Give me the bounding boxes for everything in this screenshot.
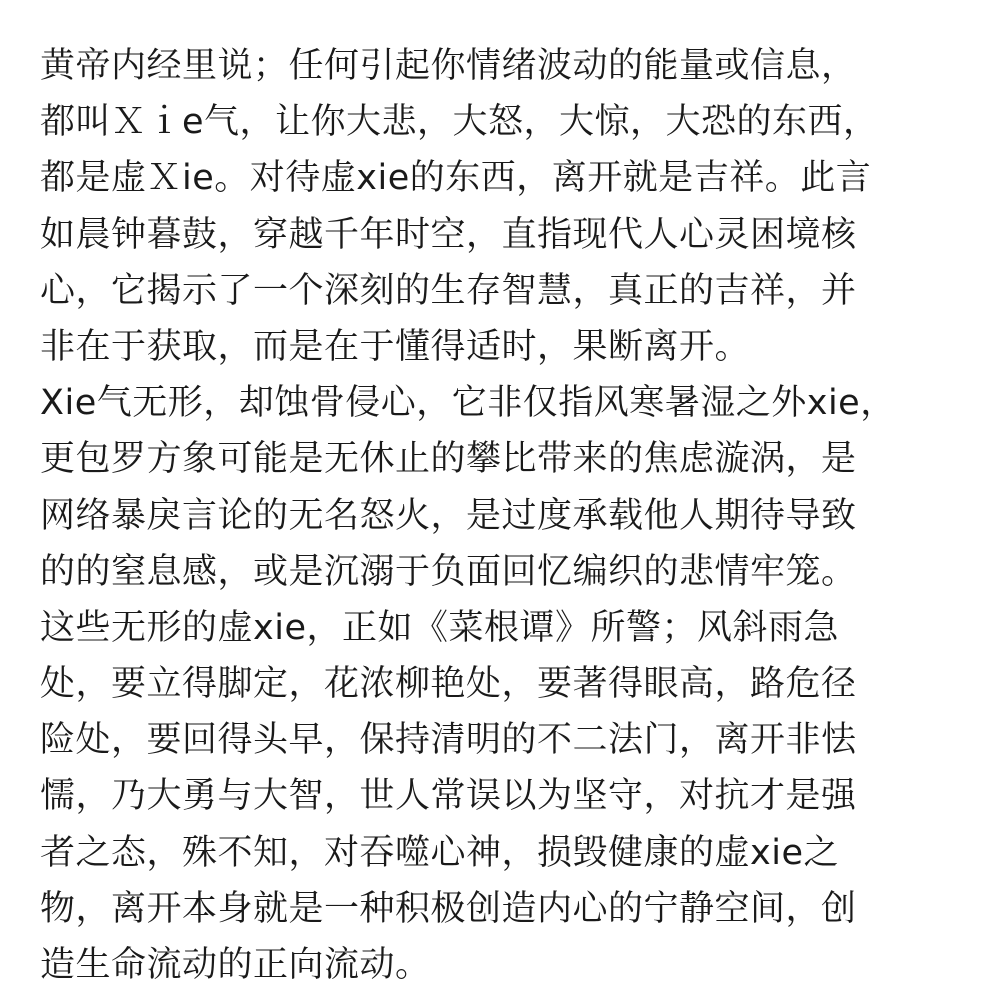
text-line: 者之态，殊不知，对吞噬心神，损毁健康的虚xie之 [40,832,839,873]
text-line: 黄帝内经里说；任何引起你情绪波动的能量或信息， [40,46,857,86]
text-line: 的的窒息感，或是沉溺于负面回忆编织的悲情牢笼。 [40,551,857,592]
text-line: 险处，要回得头早，保持清明的不二法门，离开非怯 [40,720,857,761]
text-line: 如晨钟暮鼓，穿越千年时空，直指现代人心灵困境核 [40,214,857,255]
text-line: 都叫Ｘｉe气，让你大悲，大怒，大惊，大恐的东西， [40,102,879,143]
text-line: 都是虚Ｘie。对待虚xie的东西，离开就是吉祥。此言 [40,158,872,199]
text-line: 处，要立得脚定，花浓柳艳处，要著得眼高，路危径 [40,664,857,705]
text-line: 物，离开本身就是一种积极创造内心的宁静空间，创 [40,888,857,929]
text-line: 心，它揭示了一个深刻的生存智慧，真正的吉祥，并 [40,270,857,311]
text-line: 非在于获取，而是在于懂得适时，果断离开。 [40,326,751,367]
text-line: 懦，乃大勇与大智，世人常误以为坚守，对抗才是强 [40,776,857,817]
text-line: 这些无形的虚xie，正如《菜根谭》所警；风斜雨急 [40,607,839,648]
text-line: Xie气无形，却蚀骨侵心，它非仅指风寒暑湿之外xie， [40,383,896,424]
post-body [40,38,960,993]
text-line: 更包罗方象可能是无休止的攀比带来的焦虑漩涡，是 [40,439,857,480]
text-line: 造生命流动的正向流动。 [40,945,431,985]
text-line: 网络暴戾言论的无名怒火，是过度承载他人期待导致 [40,495,857,536]
